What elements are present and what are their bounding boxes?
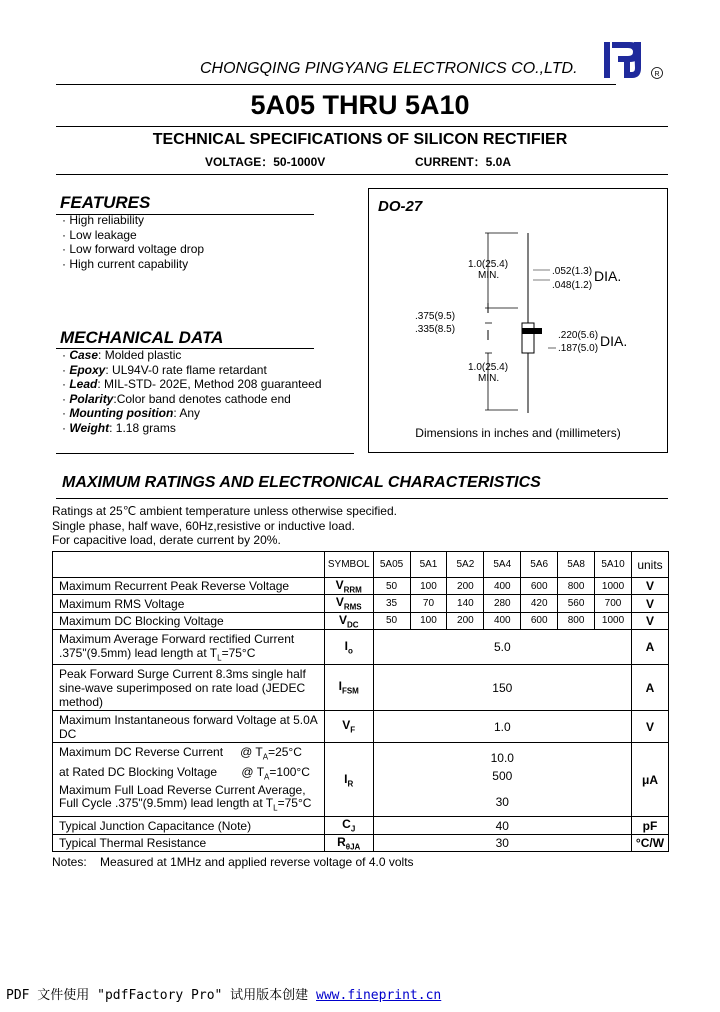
list-item: · High reliability <box>62 213 145 227</box>
divider <box>56 84 616 85</box>
voltage-rating: VOLTAGE：50-1000V <box>205 155 326 169</box>
list-item: · Lead: MIL-STD- 202E, Method 208 guaranteed <box>62 377 322 391</box>
body-dia-max: .220(5.6) <box>558 330 599 341</box>
table-header-row: SYMBOL 5A05 5A1 5A2 5A4 5A6 5A8 5A10 units <box>53 552 669 578</box>
registered-mark: R <box>654 71 660 78</box>
list-item: · Low leakage <box>62 227 137 242</box>
body-length-max: .375(9.5) <box>415 311 456 322</box>
body-dia-min: .187(5.0) <box>558 343 599 354</box>
divider <box>56 453 354 454</box>
list-item: · Case: Molded plastic <box>62 348 182 362</box>
package-name: DO-27 <box>378 198 423 215</box>
pdf-footer: PDF 文件使用 "pdfFactory Pro" 试用版本创建 www.fineprint.cn <box>6 988 442 1003</box>
list-item: · High current capability <box>62 256 189 271</box>
body-length-min: .335(8.5) <box>415 324 456 335</box>
lead-length-label-2: 1.0(25.4) <box>468 362 509 373</box>
body-dia-label: DIA. <box>600 333 628 349</box>
table-row: Typical Thermal Resistance $R_{\theta JA}$ 30 °C/W <box>53 834 669 851</box>
lead-min-label: MIN. <box>478 270 500 281</box>
footer-link[interactable]: www.fineprint.cn <box>316 988 442 1003</box>
lead-dia-max: .052(1.3) <box>552 266 593 277</box>
list-item: · Weight: 1.18 grams <box>62 420 176 435</box>
part-range-title: 5A05 THRU 5A10 <box>250 90 470 120</box>
divider <box>56 174 668 175</box>
spec-title: TECHNICAL SPECIFICATIONS OF SILICON RECTIFIER <box>152 131 568 148</box>
table-row: Maximum DC Reverse Current @ $T_A=25^\circ C$ at Rated DC Blocking Voltage @ $T_A=100^\circ C$ Maximum Full Load Reverse Current Average, Full Cycle .375"(9.5mm) lead length at $T_L=75^\circ C$ $I_R$ 10.0 500 30 μA <box>53 743 669 817</box>
mechanical-list <box>62 348 322 435</box>
ratings-heading: MAXIMUM RATINGS AND ELECTRONICAL CHARACTERISTICS <box>62 474 541 491</box>
list-item: · Low forward voltage drop <box>62 242 205 256</box>
current-rating: CURRENT：5.0A <box>415 155 512 169</box>
notes: Notes: Measured at 1MHz and applied reverse voltage of 4.0 volts <box>52 855 414 869</box>
table-row: Maximum Average Forward rectified Current .375"(9.5mm) lead length at $T_L=75^\circ C$ $I_o$ 5.0 A <box>53 630 669 665</box>
lead-dia-min: .048(1.2) <box>552 280 593 291</box>
list-item: · Epoxy: UL94V-0 rate flame retardant <box>62 362 267 377</box>
divider <box>56 498 668 499</box>
ratings-table <box>52 551 669 852</box>
table-row: Maximum DC Blocking Voltage $V_{DC}$ 50 100 200 400 600 800 1000 V <box>53 612 669 629</box>
lead-dia-label: DIA. <box>594 268 622 284</box>
company-logo-icon <box>600 38 666 82</box>
company-name: CHONGQING PINGYANG ELECTRONICS CO.,LTD. <box>200 60 578 77</box>
table-row: Maximum RMS Voltage $V_{RMS}$ 35 70 140 280 420 560 700 V <box>53 595 669 612</box>
table-row: Maximum Recurrent Peak Reverse Voltage $V_{RRM}$ 50 100 200 400 600 800 1000 V <box>53 578 669 595</box>
package-outline-drawing <box>368 188 668 453</box>
table-row: Typical Junction Capacitance (Note) $C_J$ 40 pF <box>53 817 669 834</box>
list-item: · Mounting position: Any <box>62 406 200 420</box>
divider <box>56 126 668 127</box>
features-list <box>62 213 204 271</box>
table-row: Peak Forward Surge Current 8.3ms single half sine-wave superimposed on rate load (JEDEC method) $I_{FSM}$ 150 A <box>53 665 669 711</box>
features-heading: FEATURES <box>60 193 151 212</box>
list-item: · Polarity:Color band denotes cathode end <box>62 391 291 406</box>
lead-length-label: 1.0(25.4) <box>468 259 509 270</box>
mechanical-heading: MECHANICAL DATA <box>60 328 224 347</box>
table-row: Maximum Instantaneous forward Voltage at 5.0A DC $V_F$ 1.0 V <box>53 711 669 743</box>
dimension-caption: Dimensions in inches and (millimeters) <box>415 426 621 440</box>
lead-min-label-2: MIN. <box>478 373 500 384</box>
ratings-intro: Ratings at 25℃ ambient temperature unless otherwise specified. Single phase, half wave, 60Hz,resistive or inductive load. For capacitive load, derate current by 20%. <box>52 504 397 547</box>
